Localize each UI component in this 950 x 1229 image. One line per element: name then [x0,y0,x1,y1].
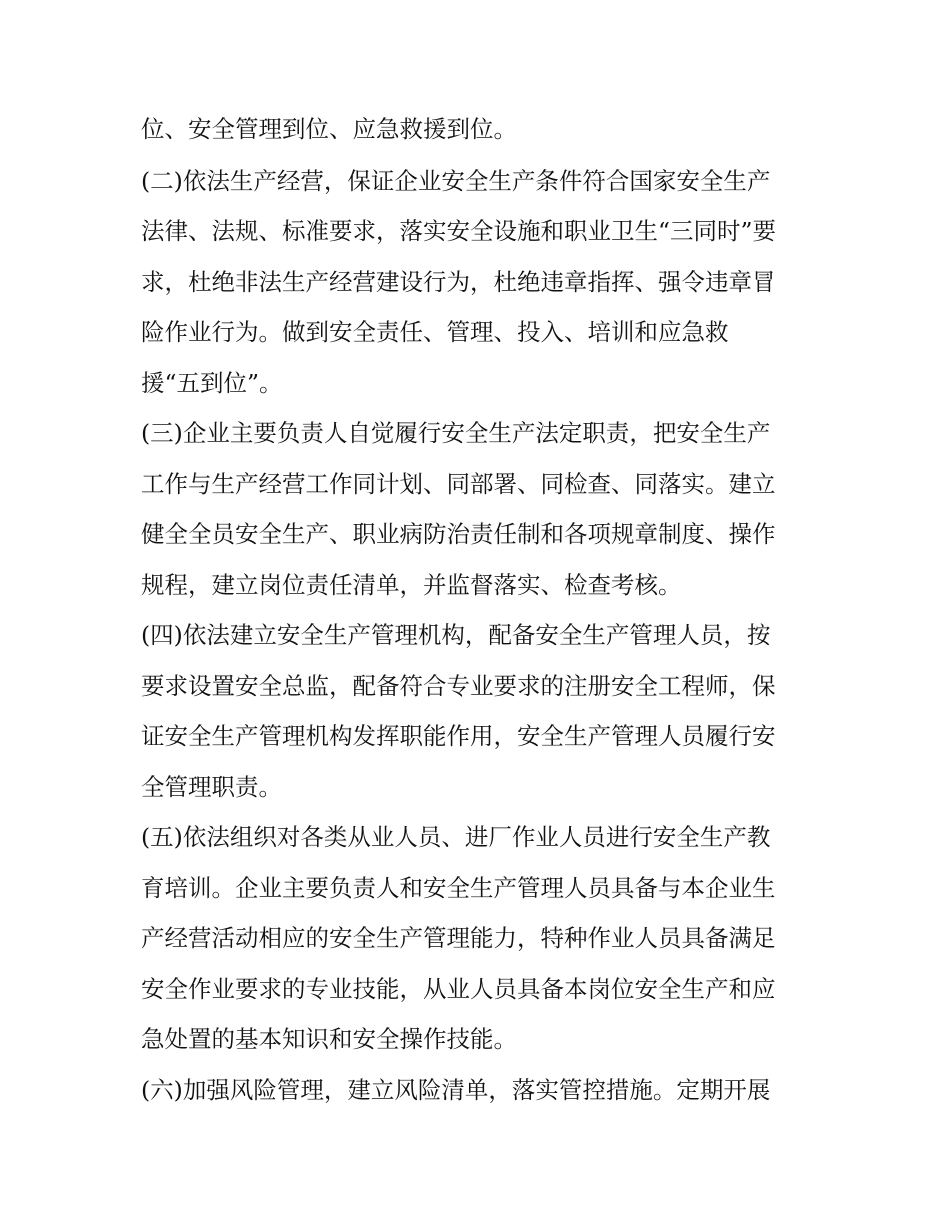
text-line: 工作与生产经营工作同计划、同部署、同检查、同落实。建立 [141,470,776,498]
text-line: 险作业行为。做到安全责任、管理、投入、培训和应急救 [141,318,729,346]
text-line: 位、安全管理到位、应急救援到位。 [141,115,517,143]
text-line: 育培训。企业主要负责人和安全生产管理人员具备与本企业生 [141,874,776,902]
text-line: (五)依法组织对各类从业人员、进厂作业人员进行安全生产教 [141,823,771,851]
text-line: 急处置的基本知识和安全操作技能。 [141,1025,517,1053]
text-line: 安全作业要求的专业技能，从业人员具备本岗位安全生产和应 [141,975,776,1003]
text-line: (六)加强风险管理，建立风险清单，落实管控措施。定期开展 [141,1076,771,1104]
text-line: (二)依法生产经营，保证企业安全生产条件符合国家安全生产 [141,167,771,195]
text-line: (四)依法建立安全生产管理机构，配备安全生产管理人员，按 [141,621,771,649]
text-line: 援“五到位”。 [141,369,283,397]
text-line: 规程，建立岗位责任清单，并监督落实、检查考核。 [141,571,682,599]
text-line: 证安全生产管理机构发挥职能作用，安全生产管理人员履行安 [141,722,776,750]
text-line: 法律、法规、标准要求，落实安全设施和职业卫生“三同时”要 [141,217,777,245]
text-line: 全管理职责。 [141,773,282,801]
text-line: 产经营活动相应的安全生产管理能力，特种作业人员具备满足 [141,924,776,952]
text-line: 要求设置安全总监，配备符合专业要求的注册安全工程师，保 [141,672,776,700]
text-line: 健全全员安全生产、职业病防治责任制和各项规章制度、操作 [141,520,776,548]
text-line: (三)企业主要负责人自觉履行安全生产法定职责，把安全生产 [141,419,771,447]
text-line: 求，杜绝非法生产经营建设行为，杜绝违章指挥、强令违章冒 [141,268,776,296]
